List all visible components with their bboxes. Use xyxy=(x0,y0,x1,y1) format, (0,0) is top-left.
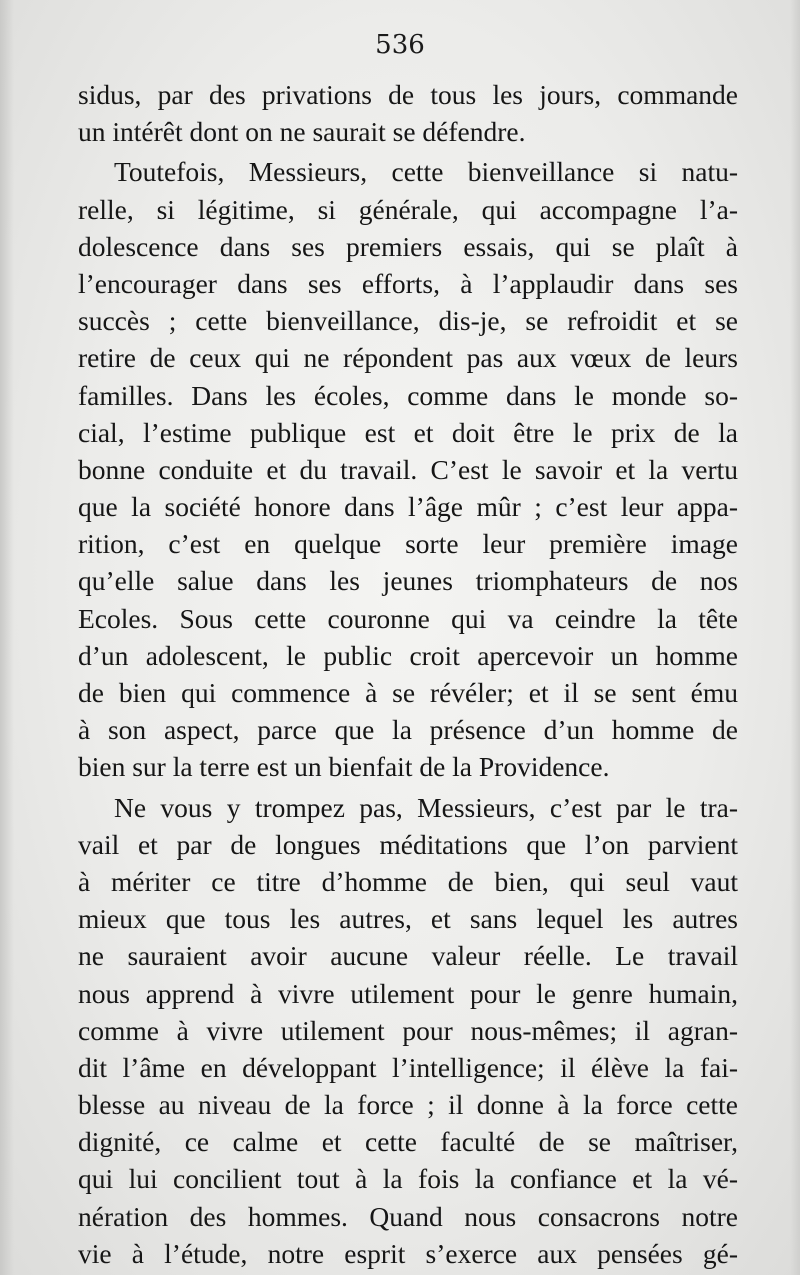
text-line: qu’elle salue dans les jeunes triomphateurs de nos xyxy=(78,565,738,597)
text-line: bonne conduite et du travail. C’est le savoir et la vertu xyxy=(78,453,738,485)
text-line: retire de ceux qui ne répondent pas aux vœux de leurs xyxy=(78,342,738,374)
paragraph-2 xyxy=(78,153,738,785)
text-line: familles. Dans les écoles, comme dans le monde so- xyxy=(78,379,738,411)
text-line: Ecoles. Sous cette couronne qui va ceindre la tête xyxy=(78,602,738,634)
text-line: d’un adolescent, le public croit apercevoir un homme xyxy=(78,639,738,671)
text-line: qui lui concilient tout à la fois la confiance et la vé- xyxy=(78,1163,738,1195)
text-line: vail et par de longues méditations que l’on parvient xyxy=(78,828,738,860)
page-left-shadow xyxy=(0,0,14,1275)
text-line: un intérêt dont on ne saurait se défendre. xyxy=(78,116,526,148)
text-line: dolescence dans ses premiers essais, qui se plaît à xyxy=(78,230,738,262)
text-line: relle, si légitime, si générale, qui accompagne l’a- xyxy=(78,193,738,225)
paragraph-1 xyxy=(78,76,738,150)
text-line: bien sur la terre est un bienfait de la Providence. xyxy=(78,751,610,783)
text-line: Ne vous y trompez pas, Messieurs, c’est par le tra- xyxy=(114,791,738,823)
text-line: mieux que tous les autres, et sans lequel les autres xyxy=(78,903,738,935)
text-line: comme à vivre utilement pour nous-mêmes; il agran- xyxy=(78,1014,738,1046)
paragraph-3 xyxy=(78,789,738,1272)
text-line: rition, c’est en quelque sorte leur première image xyxy=(78,528,738,560)
text-line: Toutefois, Messieurs, cette bienveillance si natu- xyxy=(114,156,738,188)
text-line: nération des hommes. Quand nous consacrons notre xyxy=(78,1200,738,1232)
text-line: à son aspect, parce que la présence d’un homme de xyxy=(78,714,738,746)
text-line: nous apprend à vivre utilement pour le genre humain, xyxy=(78,977,738,1009)
text-line: à mériter ce titre d’homme de bien, qui seul vaut xyxy=(78,865,738,897)
text-line: vie à l’étude, notre esprit s’exerce aux pensées gé- xyxy=(78,1237,738,1269)
text-line: blesse au niveau de la force ; il donne à la force cette xyxy=(78,1089,738,1121)
text-line: dignité, ce calme et cette faculté de se maîtriser, xyxy=(78,1126,738,1158)
text-line: de bien qui commence à se révéler; et il se sent ému xyxy=(78,677,738,708)
text-line: l’encourager dans ses efforts, à l’applaudir dans ses xyxy=(78,267,738,299)
body-text xyxy=(78,76,738,1272)
text-line: sidus, par des privations de tous les jours, commande xyxy=(78,79,738,110)
text-line: dit l’âme en développant l’intelligence; il élève la fai- xyxy=(78,1051,738,1083)
text-line: cial, l’estime publique est et doit être le prix de la xyxy=(78,416,738,448)
text-line: que la société honore dans l’âge mûr ; c’est leur appa- xyxy=(78,491,738,523)
page-number: 536 xyxy=(375,30,425,60)
text-line: succès ; cette bienveillance, dis-je, se refroidit et se xyxy=(78,305,738,337)
page-right-shadow xyxy=(790,0,800,1275)
text-line: ne sauraient avoir aucune valeur réelle. Le travail xyxy=(78,940,738,972)
